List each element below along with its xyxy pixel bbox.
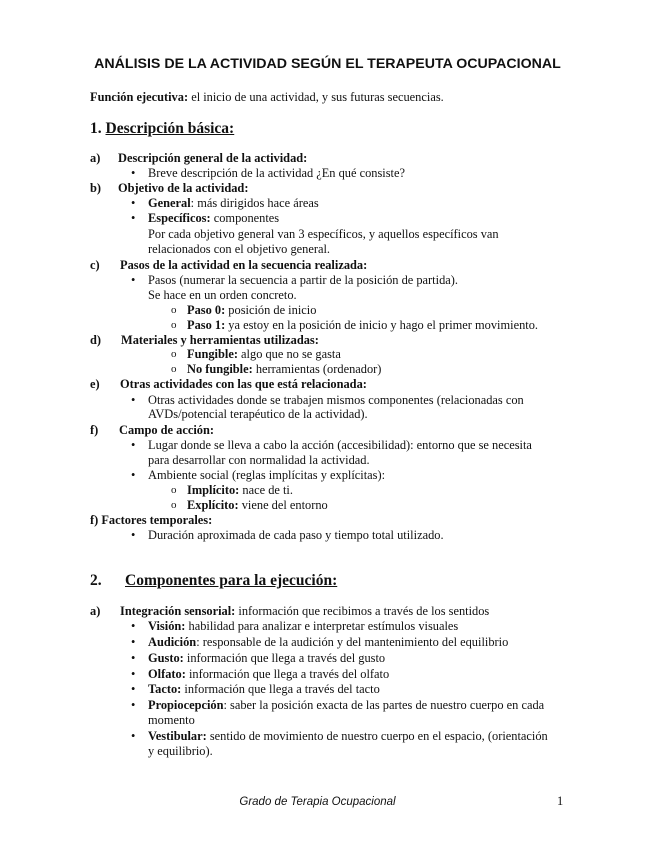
item-f-bullet-1-cont: para desarrollar con normalidad la actividad. [148, 453, 370, 467]
item-f-bullet-2: • Ambiente social (reglas implícitas y explícitas): [148, 468, 385, 483]
item-c-paso1: o Paso 1: ya estoy en la posición de inicio y hago el primer movimiento. [187, 318, 538, 333]
item-a2-heading: Integración sensorial: información que recibimos a través de los sentidos [120, 604, 490, 618]
item-b-heading: Objetivo de la actividad: [118, 181, 249, 195]
sense-propiocepcion: • Propiocepción: saber la posición exacta de las partes de nuestro cuerpo en cada [148, 698, 544, 713]
section-2-number: 2. [90, 572, 102, 589]
item-f-implicito: o Implícito: nace de ti. [187, 483, 293, 498]
item-e-letter: e) [90, 377, 100, 391]
item-e-bullet-cont: AVDs/potencial terapéutico de la actividad). [148, 407, 368, 421]
item-f2-heading: f) Factores temporales: [90, 513, 213, 527]
item-f-bullet-1: • Lugar donde se lleva a cabo la acción (accesibilidad): entorno que se necesita [148, 438, 532, 453]
item-b-especificos: • Específicos: componentes [148, 211, 279, 226]
item-b-general: • General: más dirigidos hace áreas [148, 196, 319, 211]
funcion-ejecutiva-line: Función ejecutiva: el inicio de una actividad, y sus futuras secuencias. [90, 90, 444, 104]
footer-text: Grado de Terapia Ocupacional [239, 796, 396, 808]
sense-vestibular-cont: y equilibrio). [148, 744, 213, 758]
item-e-heading: Otras actividades con las que está relacionada: [120, 377, 367, 391]
item-e-bullet: • Otras actividades donde se trabajen mismos componentes (relacionadas con [148, 393, 524, 408]
item-b-line4: relacionados con el objetivo general. [148, 242, 330, 256]
document-title: ANÁLISIS DE LA ACTIVIDAD SEGÚN EL TERAPEUTA OCUPACIONAL [94, 56, 561, 72]
item-b-letter: b) [90, 181, 102, 195]
item-f-explicito: o Explícito: viene del entorno [187, 498, 328, 513]
item-f-heading: Campo de acción: [119, 423, 214, 437]
item-c-bullet: • Pasos (numerar la secuencia a partir de la posición de partida). [148, 273, 458, 288]
sense-vision: • Visión: habilidad para analizar e interpretar estímulos visuales [148, 619, 458, 634]
page-number: 1 [557, 794, 564, 808]
section-2-title: Componentes para la ejecución: [125, 572, 338, 589]
item-a-bullet: • Breve descripción de la actividad ¿En qué consiste? [148, 166, 405, 181]
item-d-fungible: o Fungible: algo que no se gasta [187, 347, 341, 362]
item-d-letter: d) [90, 333, 102, 347]
item-b-line3: Por cada objetivo general van 3 específicos, y aquellos específicos van [148, 227, 499, 241]
item-c-paso0: o Paso 0: posición de inicio [187, 303, 316, 318]
item-c-heading: Pasos de la actividad en la secuencia realizada: [120, 258, 368, 272]
item-f2-bullet: • Duración aproximada de cada paso y tiempo total utilizado. [148, 528, 444, 543]
item-d-no-fungible: o No fungible: herramientas (ordenador) [187, 362, 381, 377]
sense-tacto: • Tacto: información que llega a través del tacto [148, 682, 380, 697]
sense-propiocepcion-cont: momento [148, 713, 195, 727]
item-a2-letter: a) [90, 604, 101, 618]
sense-gusto: • Gusto: información que llega a través del gusto [148, 651, 385, 666]
sense-olfato: • Olfato: información que llega a través del olfato [148, 667, 389, 682]
item-a-letter: a) [90, 151, 101, 165]
item-c-bullet-cont: Se hace en un orden concreto. [148, 288, 297, 302]
section-1-heading: 1. Descripción básica: [90, 120, 235, 137]
item-d-heading: Materiales y herramientas utilizadas: [121, 333, 319, 347]
sense-vestibular: • Vestibular: sentido de movimiento de nuestro cuerpo en el espacio, (orientación [148, 729, 548, 744]
item-a-heading: Descripción general de la actividad: [118, 151, 308, 165]
item-c-letter: c) [90, 258, 100, 272]
sense-audicion: • Audición: responsable de la audición y del mantenimiento del equilibrio [148, 635, 508, 650]
item-f-letter: f) [90, 423, 99, 437]
